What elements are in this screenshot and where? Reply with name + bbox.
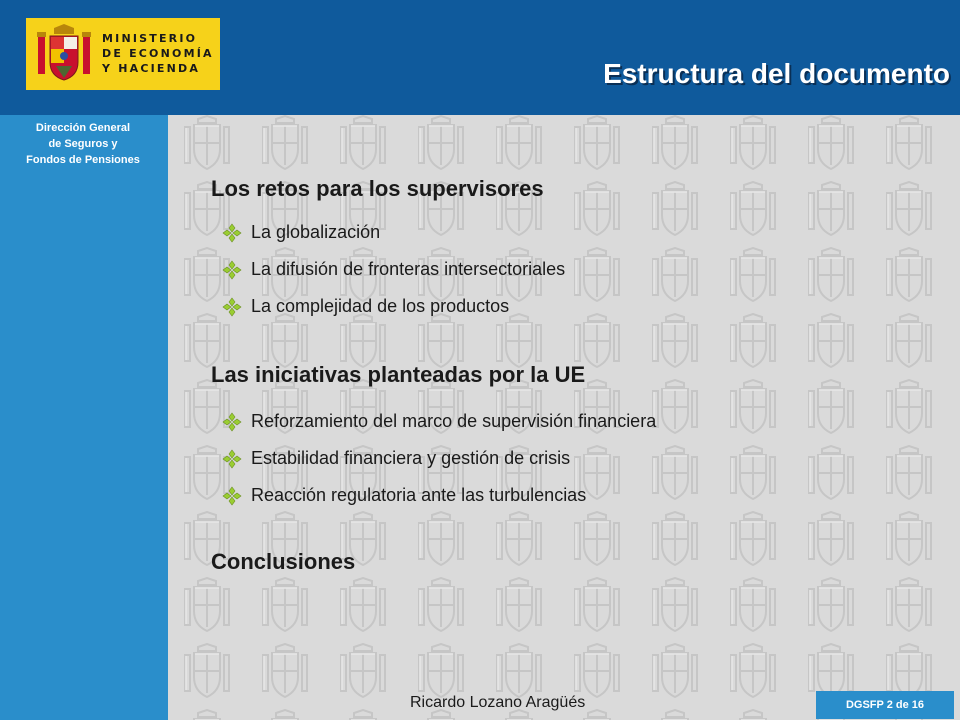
- ministry-line: Y HACIENDA: [102, 62, 201, 75]
- list-item: [222, 440, 656, 477]
- diamond-bullet-icon: [222, 449, 242, 469]
- bullet-text: Reacción regulatoria ante las turbulencias: [251, 485, 587, 505]
- diamond-bullet-icon: [222, 412, 242, 432]
- header-bar: [0, 0, 960, 115]
- bullet-text: La difusión de fronteras intersectoriales: [251, 259, 566, 279]
- list-item: [222, 477, 656, 514]
- list-item: [222, 251, 565, 288]
- list-item: [222, 403, 656, 440]
- section-heading: Los retos para los supervisores: [211, 176, 544, 201]
- ministry-name: [102, 31, 214, 76]
- organization-name: [8, 120, 158, 168]
- ministry-line: DE ECONOMÍA: [102, 47, 214, 60]
- bullet-text: La globalización: [251, 222, 381, 242]
- sidebar: [0, 115, 168, 720]
- bullet-list: [222, 403, 656, 514]
- coat-of-arms-icon: [36, 24, 92, 84]
- ministry-logo: [26, 18, 220, 90]
- list-item: [222, 288, 565, 325]
- bullet-text: La complejidad de los productos: [251, 296, 510, 316]
- org-line: Fondos de Pensiones: [26, 154, 140, 166]
- org-line: Dirección General: [35, 122, 131, 134]
- diamond-bullet-icon: [222, 223, 242, 243]
- diamond-bullet-icon: [222, 260, 242, 280]
- list-item: [222, 214, 565, 251]
- page-number-badge: DGSFP 2 de 16: [816, 691, 954, 719]
- diamond-bullet-icon: [222, 486, 242, 506]
- footer-author: Ricardo Lozano Aragüés: [410, 694, 586, 711]
- bullet-text: Estabilidad financiera y gestión de crisis: [251, 448, 571, 468]
- slide-title: Estructura del documento: [603, 58, 950, 89]
- ministry-line: MINISTERIO: [102, 32, 198, 45]
- bullet-list: [222, 214, 565, 325]
- diamond-bullet-icon: [222, 297, 242, 317]
- bullet-text: Reforzamiento del marco de supervisión financiera: [251, 411, 657, 431]
- section-heading: Conclusiones: [211, 549, 356, 574]
- org-line: de Seguros y: [48, 138, 118, 150]
- section-heading: Las iniciativas planteadas por la UE: [211, 362, 586, 387]
